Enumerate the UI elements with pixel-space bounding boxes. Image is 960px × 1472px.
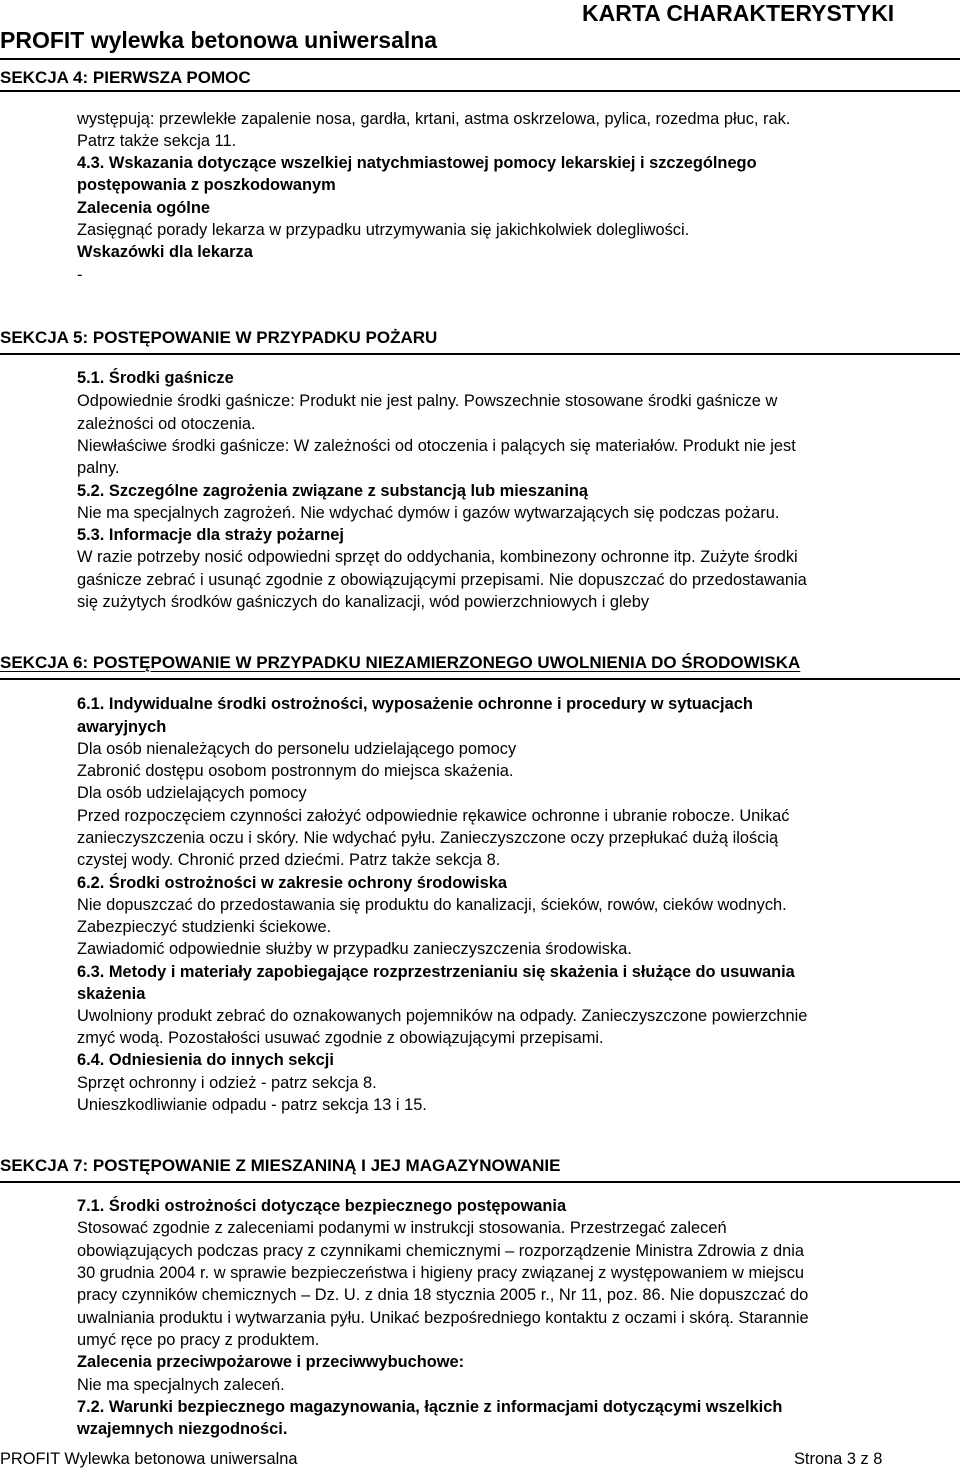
text-line: Zawiadomić odpowiednie służby w przypadku zanieczyszczenia środowiska. (77, 940, 632, 958)
text-line: Uwolniony produkt zebrać do oznakowanych pojemników na odpady. Zanieczyszczone powierzchnie (77, 1007, 808, 1025)
text-line: Niewłaściwe środki gaśnicze: W zależności od otoczenia i palących się materiałów. Produkt nie jest (77, 437, 796, 455)
subsection-heading: 7.2. Warunki bezpiecznego magazynowania, łącznie z informacjami dotyczącymi wszelkich (77, 1398, 783, 1416)
text-line: uwalniania produktu i wytwarzania pyłu. Unikać bezpośredniego kontaktu z oczami i skórą. Starannie (77, 1309, 809, 1327)
subsection-heading: 7.1. Środki ostrożności dotyczące bezpiecznego postępowania (77, 1197, 567, 1215)
subheading: Zalecenia przeciwpożarowe i przeciwwybuchowe: (77, 1353, 465, 1371)
text-line: Dla osób nienależących do personelu udzielającego pomocy (77, 740, 517, 758)
subsection-heading: 5.2. Szczególne zagrożenia związane z substancją lub mieszaniną (77, 482, 588, 500)
product-name: PROFIT wylewka betonowa uniwersalna (0, 27, 438, 53)
section-7-heading: SEKCJA 7: POSTĘPOWANIE Z MIESZANINĄ I JEJ MAGAZYNOWANIE (0, 1156, 561, 1175)
subheading: Zalecenia ogólne (77, 199, 210, 217)
text-line: Patrz także sekcja 11. (77, 132, 237, 150)
subsection-heading: 6.4. Odniesienia do innych sekcji (77, 1051, 334, 1069)
section-4-divider (0, 90, 960, 92)
subsection-heading: awaryjnych (77, 718, 167, 736)
header-divider (0, 58, 960, 60)
text-line: zanieczyszczenia oczu i skóry. Nie wdychać pyłu. Zanieczyszczone oczy przepłukać dużą ilością (77, 829, 779, 847)
text-line: 30 grudnia 2004 r. w sprawie bezpieczeństwa i higieny pracy związanej z występowaniem w miejscu (77, 1264, 805, 1282)
section-6-divider (0, 678, 960, 680)
text-line: - (77, 266, 83, 284)
document-type: KARTA CHARAKTERYSTYKI (582, 0, 895, 26)
text-line: Przed rozpoczęciem czynności założyć odpowiednie rękawice ochronne i ubranie robocze. Unikać (77, 807, 790, 825)
section-7-divider (0, 1181, 960, 1183)
footer-product: PROFIT Wylewka betonowa uniwersalna (0, 1450, 298, 1468)
subsection-heading: 6.1. Indywidualne środki ostrożności, wyposażenie ochronne i procedury w sytuacjach (77, 695, 753, 713)
subsection-heading: 6.3. Metody i materiały zapobiegające rozprzestrzenianiu się skażenia i służące do usuwania (77, 963, 795, 981)
text-line: Stosować zgodnie z zaleceniami podanymi w instrukcji stosowania. Przestrzegać zaleceń (77, 1219, 727, 1237)
text-line: występują: przewlekłe zapalenie nosa, gardła, krtani, astma oskrzelowa, pylica, rozedma płuc, rak. (77, 110, 791, 128)
section-6-heading: SEKCJA 6: POSTĘPOWANIE W PRZYPADKU NIEZAMIERZONEGO UWOLNIENIA DO ŚRODOWISKA (0, 653, 801, 672)
text-line: czystej wody. Chronić przed dziećmi. Patrz także sekcja 8. (77, 851, 501, 869)
text-line: umyć ręce po pracy z produktem. (77, 1331, 320, 1349)
text-line: palny. (77, 459, 120, 477)
text-line: W razie potrzeby nosić odpowiedni sprzęt do oddychania, kombinezony ochronne itp. Zużyte środki (77, 548, 798, 566)
text-line: gaśnicze zebrać i usunąć zgodnie z obowiązującymi przepisami. Nie dopuszczać do przedostawania (77, 571, 807, 589)
text-line: Nie ma specjalnych zagrożeń. Nie wdychać dymów i gazów wytwarzających się podczas pożaru. (77, 504, 780, 522)
section-5-heading: SEKCJA 5: POSTĘPOWANIE W PRZYPADKU POŻARU (0, 328, 438, 347)
text-line: obowiązujących podczas pracy z czynnikami chemicznymi – rozporządzenie Ministra Zdrowia z dnia (77, 1242, 804, 1260)
subsection-heading: 5.3. Informacje dla straży pożarnej (77, 526, 344, 544)
text-line: pracy czynników chemicznych – Dz. U. z dnia 18 stycznia 2005 r., Nr 11, poz. 86. Nie dopuszczać do (77, 1286, 809, 1304)
subsection-heading: skażenia (77, 985, 146, 1003)
subsection-heading: wzajemnych niezgodności. (77, 1420, 288, 1438)
text-line: zależności od otoczenia. (77, 415, 256, 433)
page-number: Strona 3 z 8 (794, 1450, 883, 1468)
text-line: Zabronić dostępu osobom postronnym do miejsca skażenia. (77, 762, 514, 780)
text-line: zmyć wodą. Pozostałości usuwać zgodnie z obowiązującymi przepisami. (77, 1029, 604, 1047)
subheading: Wskazówki dla lekarza (77, 243, 253, 261)
text-line: Sprzęt ochronny i odzież - patrz sekcja 8. (77, 1074, 377, 1092)
text-line: Zasięgnąć porady lekarza w przypadku utrzymywania się jakichkolwiek dolegliwości. (77, 221, 690, 239)
text-line: Nie ma specjalnych zaleceń. (77, 1376, 285, 1394)
text-line: Zabezpieczyć studzienki ściekowe. (77, 918, 332, 936)
subsection-heading: 6.2. Środki ostrożności w zakresie ochrony środowiska (77, 874, 507, 892)
text-line: Nie dopuszczać do przedostawania się produktu do kanalizacji, ścieków, rowów, cieków wodnych. (77, 896, 787, 914)
text-line: się zużytych środków gaśniczych do kanalizacji, wód powierzchniowych i gleby (77, 593, 650, 611)
section-4-heading: SEKCJA 4: PIERWSZA POMOC (0, 68, 251, 87)
subsection-heading: 4.3. Wskazania dotyczące wszelkiej natychmiastowej pomocy lekarskiej i szczególnego (77, 154, 757, 172)
text-line: Dla osób udzielających pomocy (77, 784, 307, 802)
section-5-divider (0, 353, 960, 355)
subsection-heading: postępowania z poszkodowanym (77, 176, 336, 194)
subsection-heading: 5.1. Środki gaśnicze (77, 369, 234, 387)
text-line: Odpowiednie środki gaśnicze: Produkt nie jest palny. Powszechnie stosowane środki gaśnicze w (77, 392, 778, 410)
text-line: Unieszkodliwianie odpadu - patrz sekcja 13 i 15. (77, 1096, 427, 1114)
